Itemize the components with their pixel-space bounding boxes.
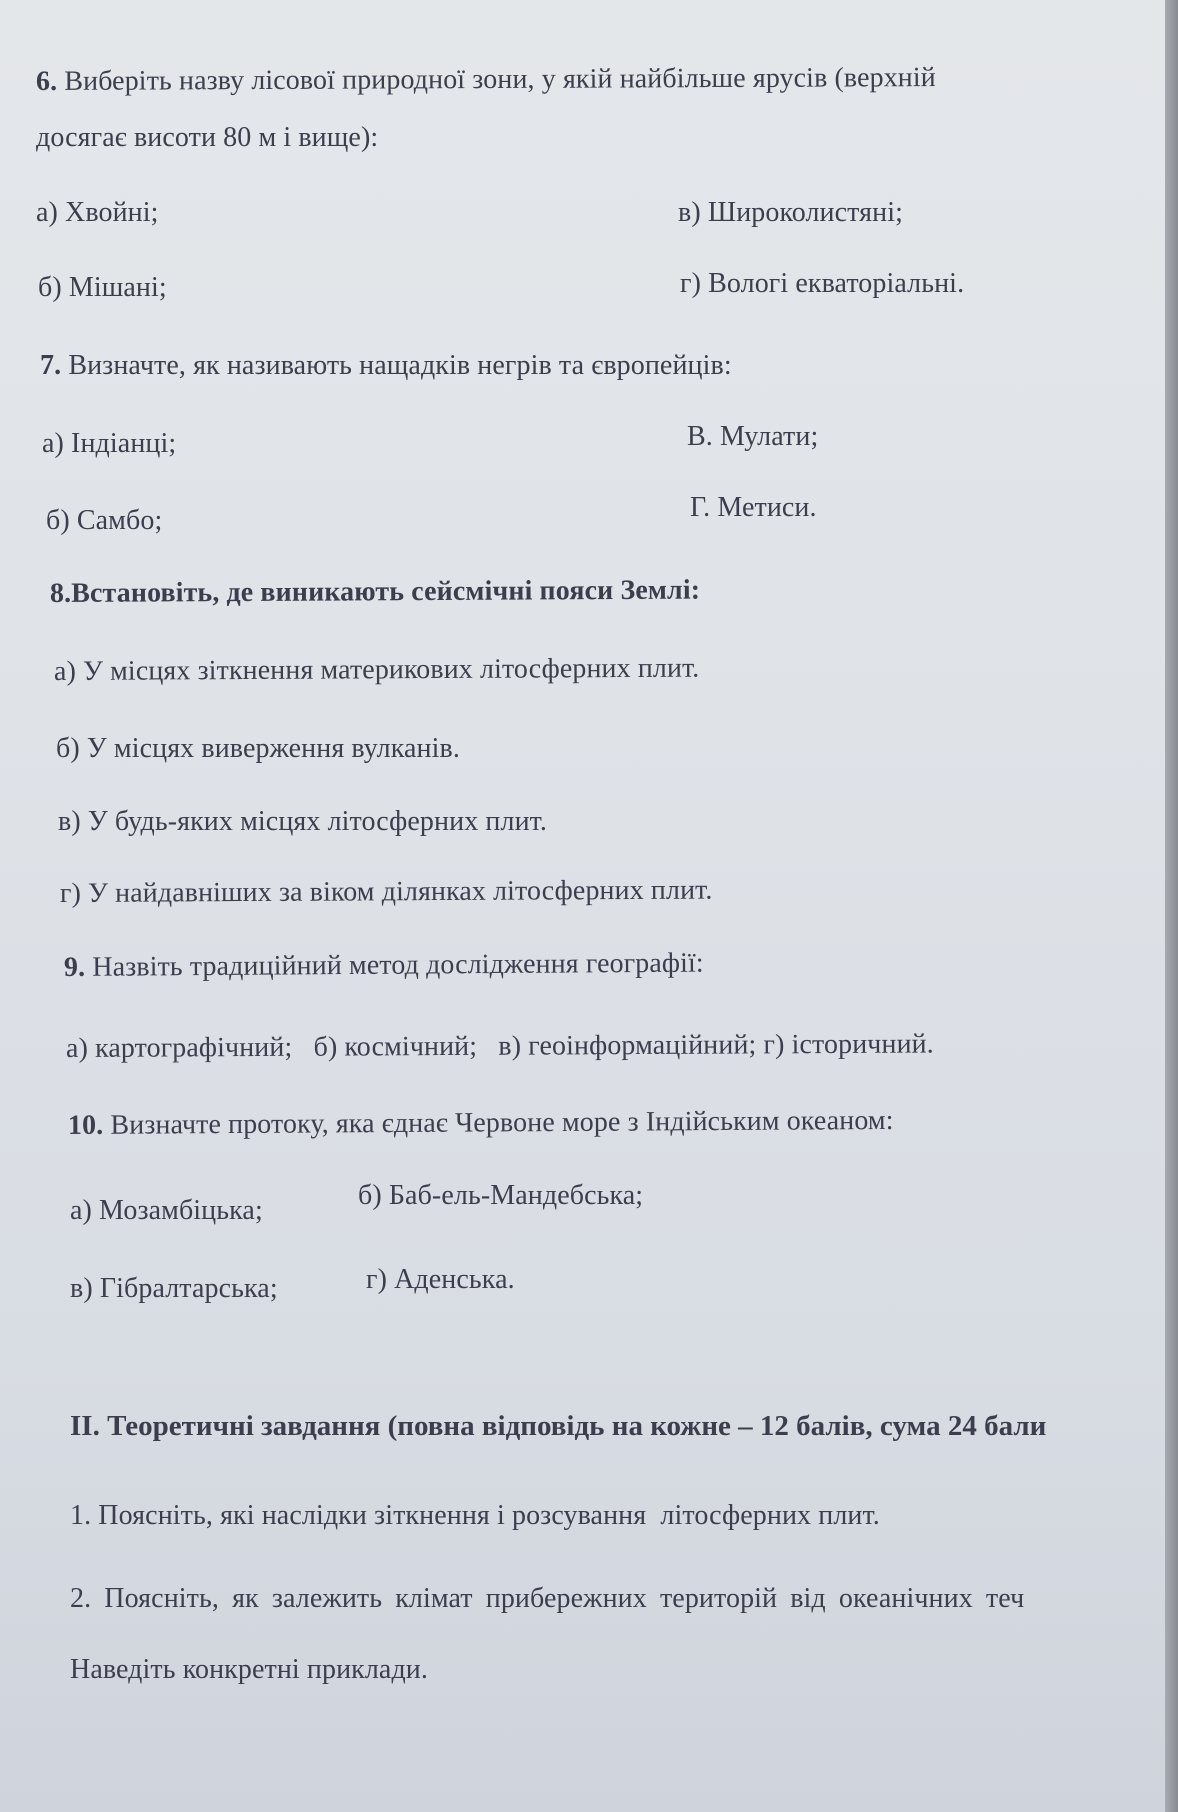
q9-options: а) картографічний; б) космічний; в) геоінформаційний; г) історичний. bbox=[65, 1028, 934, 1064]
q8-option-g: г) У найдавніших за віком ділянках літосферних плит. bbox=[59, 874, 713, 909]
q10-option-v: в) Гібралтарська; bbox=[70, 1273, 278, 1304]
q6-option-a: а) Хвойні; bbox=[36, 197, 159, 228]
q7-option-a: а) Індіанці; bbox=[42, 428, 177, 459]
q8-title bbox=[50, 575, 700, 610]
q9-text: Назвіть традиційний метод дослідження географії: bbox=[92, 947, 704, 983]
q6-text-line1: Виберіть назву лісової природної зони, у якій найбільше ярусів (верхній bbox=[64, 62, 936, 97]
q7-number: 7. bbox=[40, 350, 62, 381]
q6-option-v: в) Широколистяні; bbox=[678, 197, 903, 228]
q9-title bbox=[64, 948, 704, 984]
q8-option-b: б) У місцях виверження вулканів. bbox=[56, 733, 460, 764]
q6-number: 6. bbox=[35, 65, 58, 97]
q6-option-g: г) Вологі екваторіальні. bbox=[680, 268, 965, 299]
q8-text: Встановіть, де виникають сейсмічні пояси Землі: bbox=[71, 574, 701, 609]
q6-text-line2: досягає висоти 80 м і вище): bbox=[36, 122, 379, 153]
q7-title bbox=[40, 350, 732, 382]
section-2-task-1: 1. Поясніть, які наслідки зіткнення і розсування літосферних плит. bbox=[70, 1500, 880, 1531]
q10-title bbox=[68, 1105, 894, 1142]
q6-option-b: б) Мішані; bbox=[38, 272, 167, 303]
q8-option-a: а) У місцях зіткнення материкових літосферних плит. bbox=[53, 652, 700, 687]
q10-text: Визначте протоку, яка єднає Червоне море з Індійським океаном: bbox=[110, 1104, 894, 1141]
q7-option-g: Г. Метиси. bbox=[690, 492, 817, 523]
q7-option-v: В. Мулати; bbox=[687, 421, 819, 452]
q7-option-b: б) Самбо; bbox=[46, 505, 163, 536]
q8-option-v: в) У будь-яких місцях літосферних плит. bbox=[58, 806, 547, 837]
q10-option-g: г) Аденська. bbox=[366, 1264, 515, 1295]
section-2-task-2-line2: Наведіть конкретні приклади. bbox=[70, 1654, 428, 1685]
q8-number: 8. bbox=[49, 577, 72, 609]
section-2-heading: ІІ. Теоретичні завдання (повна відповідь на кожне – 12 балів, сума 24 бали bbox=[70, 1410, 1047, 1442]
q6-title bbox=[36, 62, 936, 98]
q10-option-a: а) Мозамбіцька; bbox=[70, 1195, 263, 1226]
q9-number: 9. bbox=[63, 951, 86, 983]
section-2-task-2-line1: 2. Поясніть, як залежить клімат прибережних територій від океанічних теч bbox=[70, 1583, 1025, 1614]
q7-text: Визначте, як називають нащадків негрів та європейців: bbox=[68, 350, 732, 381]
q10-number: 10. bbox=[67, 1109, 104, 1141]
q10-option-b: б) Баб-ель-Мандебська; bbox=[358, 1180, 644, 1211]
